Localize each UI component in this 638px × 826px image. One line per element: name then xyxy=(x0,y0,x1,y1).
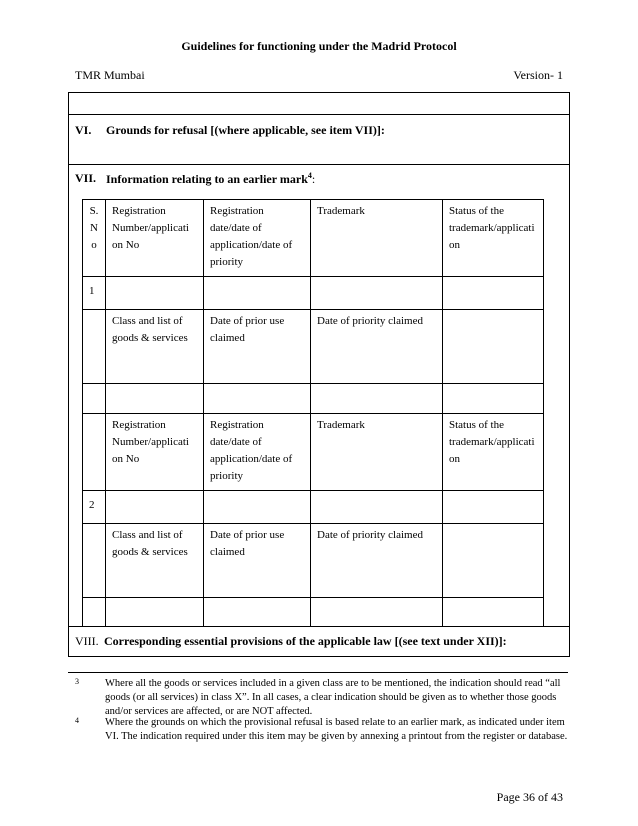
row2-prior-use-label: Date of prior use claimed xyxy=(203,523,311,598)
row1-registration-number xyxy=(105,276,204,310)
row1-sub-empty xyxy=(442,309,544,384)
footnote-3-text: Where all the goods or services included in a given class are to be mentioned, the indication should read “all goods (or all services) in class X”. In all cases, a clear indication should be given as to whether those goods and/or services are affected, or are NOT affected. xyxy=(105,678,561,717)
row1-priority-claimed-value xyxy=(310,383,443,414)
row1-sub-sno xyxy=(82,309,106,384)
row2-priority-claimed-label: Date of priority claimed xyxy=(310,523,443,598)
section-vii-heading xyxy=(106,171,315,187)
row2-class-goods-label: Class and list of goods & services xyxy=(105,523,204,598)
header2-registration-date: Registration date/date of application/date of priority xyxy=(203,413,311,491)
footnote-4-number: 4 xyxy=(75,716,79,725)
office-name: TMR Mumbai xyxy=(75,68,145,82)
row2-priority-claimed-value xyxy=(310,597,443,627)
section-viii-number: VIII. xyxy=(75,634,99,648)
row1-subval-empty xyxy=(442,383,544,414)
divider xyxy=(68,164,570,165)
row2-sub-empty xyxy=(442,523,544,598)
section-vii-number: VII. xyxy=(75,171,97,185)
row1-prior-use-label: Date of prior use claimed xyxy=(203,309,311,384)
row1-class-goods-label: Class and list of goods & services xyxy=(105,309,204,384)
header-registration-date: Registration date/date of application/date of priority xyxy=(203,199,311,277)
section-vi-number: VI. xyxy=(75,123,92,137)
section-vii-colon: : xyxy=(311,172,316,186)
row2-prior-use-value xyxy=(203,597,311,627)
footnote-ref-4: 4 xyxy=(307,171,312,180)
row2-registration-date xyxy=(203,490,311,524)
section-vii-text: Information relating to an earlier mark xyxy=(106,172,308,186)
row1-trademark xyxy=(310,276,443,310)
row2-status xyxy=(442,490,544,524)
section-viii-heading: Corresponding essential provisions of the applicable law [(see text under XII)]: xyxy=(104,634,507,648)
row2-sno: 2 xyxy=(82,490,106,524)
header2-status: Status of the trademark/applicati on xyxy=(442,413,544,491)
row2-registration-number xyxy=(105,490,204,524)
row1-subval-sno xyxy=(82,383,106,414)
page-number: Page 36 of 43 xyxy=(496,790,563,804)
header-status: Status of the trademark/applicati on xyxy=(442,199,544,277)
section-vi-heading: Grounds for refusal [(where applicable, see item VII)]: xyxy=(106,123,385,137)
header-registration-number: Registration Number/applicati on No xyxy=(105,199,204,277)
row2-subval-sno xyxy=(82,597,106,627)
row2-sub-sno xyxy=(82,523,106,598)
row1-prior-use-value xyxy=(203,383,311,414)
header2-trademark: Trademark xyxy=(310,413,443,491)
header-trademark: Trademark xyxy=(310,199,443,277)
divider xyxy=(68,114,570,115)
footnote-3-number: 3 xyxy=(75,677,79,686)
version-label: Version- 1 xyxy=(513,68,563,82)
header-sno xyxy=(82,199,106,277)
row1-class-goods-value xyxy=(105,383,204,414)
header2-registration-number: Registration Number/applicati on No xyxy=(105,413,204,491)
row1-registration-date xyxy=(203,276,311,310)
row2-class-goods-value xyxy=(105,597,204,627)
row1-priority-claimed-label: Date of priority claimed xyxy=(310,309,443,384)
header-sno-text: S. N o xyxy=(89,205,99,251)
header2-sno xyxy=(82,413,106,491)
row2-trademark xyxy=(310,490,443,524)
row1-status xyxy=(442,276,544,310)
document-title: Guidelines for functioning under the Madrid Protocol xyxy=(181,39,457,53)
footnote-rule xyxy=(68,672,568,673)
row1-sno: 1 xyxy=(82,276,106,310)
row2-subval-empty xyxy=(442,597,544,627)
footnote-4-text: Where the grounds on which the provisional refusal is based relate to an earlier mark, as indicated under item VI. The indication required under this item may be given by annexing a printout from the register or database. xyxy=(105,717,568,742)
